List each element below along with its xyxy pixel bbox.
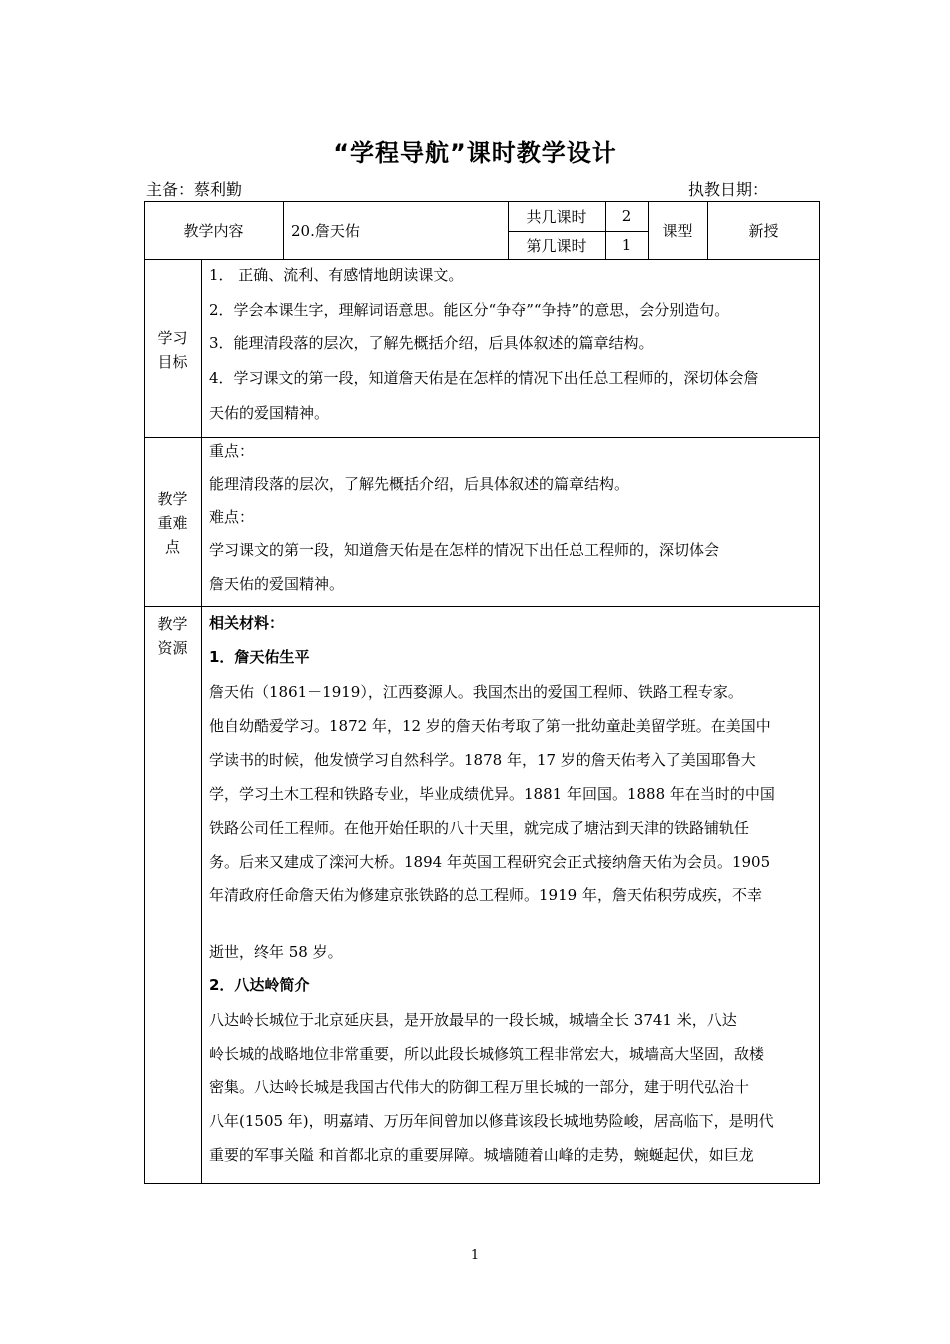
key-point-text: 能理清段落的层次，了解先概括介绍，后具体叙述的篇章结构。 <box>209 475 630 493</box>
goals-line-1: 1． 正确、流利、有感情地朗读课文。 <box>209 266 464 284</box>
section2-line-3: 密集。八达岭长城是我国古代伟大的防御工程万里长城的一部分，建于明代弘治十 <box>209 1078 750 1096</box>
total-lessons-label: 共几课时 <box>526 207 587 226</box>
section1-line-2: 他自幼酷爱学习。1872 年，12 岁的詹天佑考取了第一批幼童赴美留学班。在美国中 <box>209 717 771 735</box>
section1-line-8: 逝世，终年 58 岁。 <box>209 943 343 961</box>
teaching-date-label: 执教日期： <box>688 180 769 199</box>
section2-line-1: 八达岭长城位于北京延庆县，是开放最早的一段长城，城墙全长 3741 米，八达 <box>209 1011 737 1029</box>
difficulty-text-2: 詹天佑的爱国精神。 <box>209 575 345 593</box>
goals-line-3: 3．能理清段落的层次，了解先概括介绍，后具体叙述的篇章结构。 <box>209 334 654 352</box>
page-title: “学程导航”课时教学设计 <box>333 139 617 167</box>
difficulty-heading: 难点： <box>209 508 255 526</box>
col-divider-label <box>201 259 202 1184</box>
key-point-heading: 重点： <box>209 442 255 460</box>
col-divider-content <box>283 201 284 259</box>
resources-heading: 相关材料： <box>209 614 285 632</box>
key-points-label: 教学 重难 点 <box>157 490 188 556</box>
goals-line-4: 4．学习课文的第一段，知道詹天佑是在怎样的情况下出任总工程师的，深切体会詹 <box>209 369 759 387</box>
goals-line-5: 天佑的爱国精神。 <box>209 404 330 422</box>
section1-line-6: 务。后来又建成了滦河大桥。1894 年英国工程研究会正式接纳詹天佑为会员。1905 <box>209 853 771 871</box>
current-lesson-value: 1 <box>621 236 632 254</box>
section2-line-4: 八年(1505 年)，明嘉靖、万历年间曾加以修葺该段长城地势险峻，居高临下，是明代 <box>209 1112 774 1130</box>
total-lessons-value: 2 <box>621 207 632 225</box>
section1-line-4: 学，学习土木工程和铁路专业，毕业成绩优异。1881 年回国。1888 年在当时的中国 <box>209 785 775 803</box>
author-label: 主备：蔡利勤 <box>146 180 243 199</box>
section1-line-3: 学读书的时候，他发愤学习自然科学。1878 年，17 岁的詹天佑考入了美国耶鲁大 <box>209 751 756 769</box>
lesson-type-value: 新授 <box>748 221 779 240</box>
content-value: 20.詹天佑 <box>291 221 360 240</box>
lesson-type-label: 课型 <box>662 221 693 240</box>
section1-title: 1．詹天佑生平 <box>209 648 310 666</box>
resources-label: 教学 资源 <box>157 615 188 657</box>
difficulty-text-1: 学习课文的第一段，知道詹天佑是在怎样的情况下出任总工程师的，深切体会 <box>209 541 720 559</box>
section1-line-1: 詹天佑（1861－1919），江西婺源人。我国杰出的爱国工程师、铁路工程专家。 <box>209 683 743 701</box>
goals-label: 学习 目标 <box>157 329 188 371</box>
section2-title: 2．八达岭简介 <box>209 976 310 994</box>
goals-line-2: 2．学会本课生字，理解词语意思。能区分“争夺”“争持”的意思，会分别造句。 <box>209 301 730 319</box>
section1-line-7: 年清政府任命詹天佑为修建京张铁路的总工程师。1919 年，詹天佑积劳成疾，不幸 <box>209 886 762 904</box>
section2-line-5: 重要的军事关隘 和首都北京的重要屏障。城墙随着山峰的走势，蜿蜒起伏，如巨龙 <box>209 1146 754 1164</box>
section1-line-5: 铁路公司任工程师。在他开始任职的八十天里，就完成了塘沽到天津的铁路铺轨任 <box>209 819 750 837</box>
section2-line-2: 岭长城的战略地位非常重要，所以此段长城修筑工程非常宏大，城墙高大坚固，敌楼 <box>209 1045 765 1063</box>
current-lesson-label: 第几课时 <box>526 236 587 255</box>
content-label: 教学内容 <box>183 221 244 240</box>
page-number: 1 <box>470 1248 480 1263</box>
